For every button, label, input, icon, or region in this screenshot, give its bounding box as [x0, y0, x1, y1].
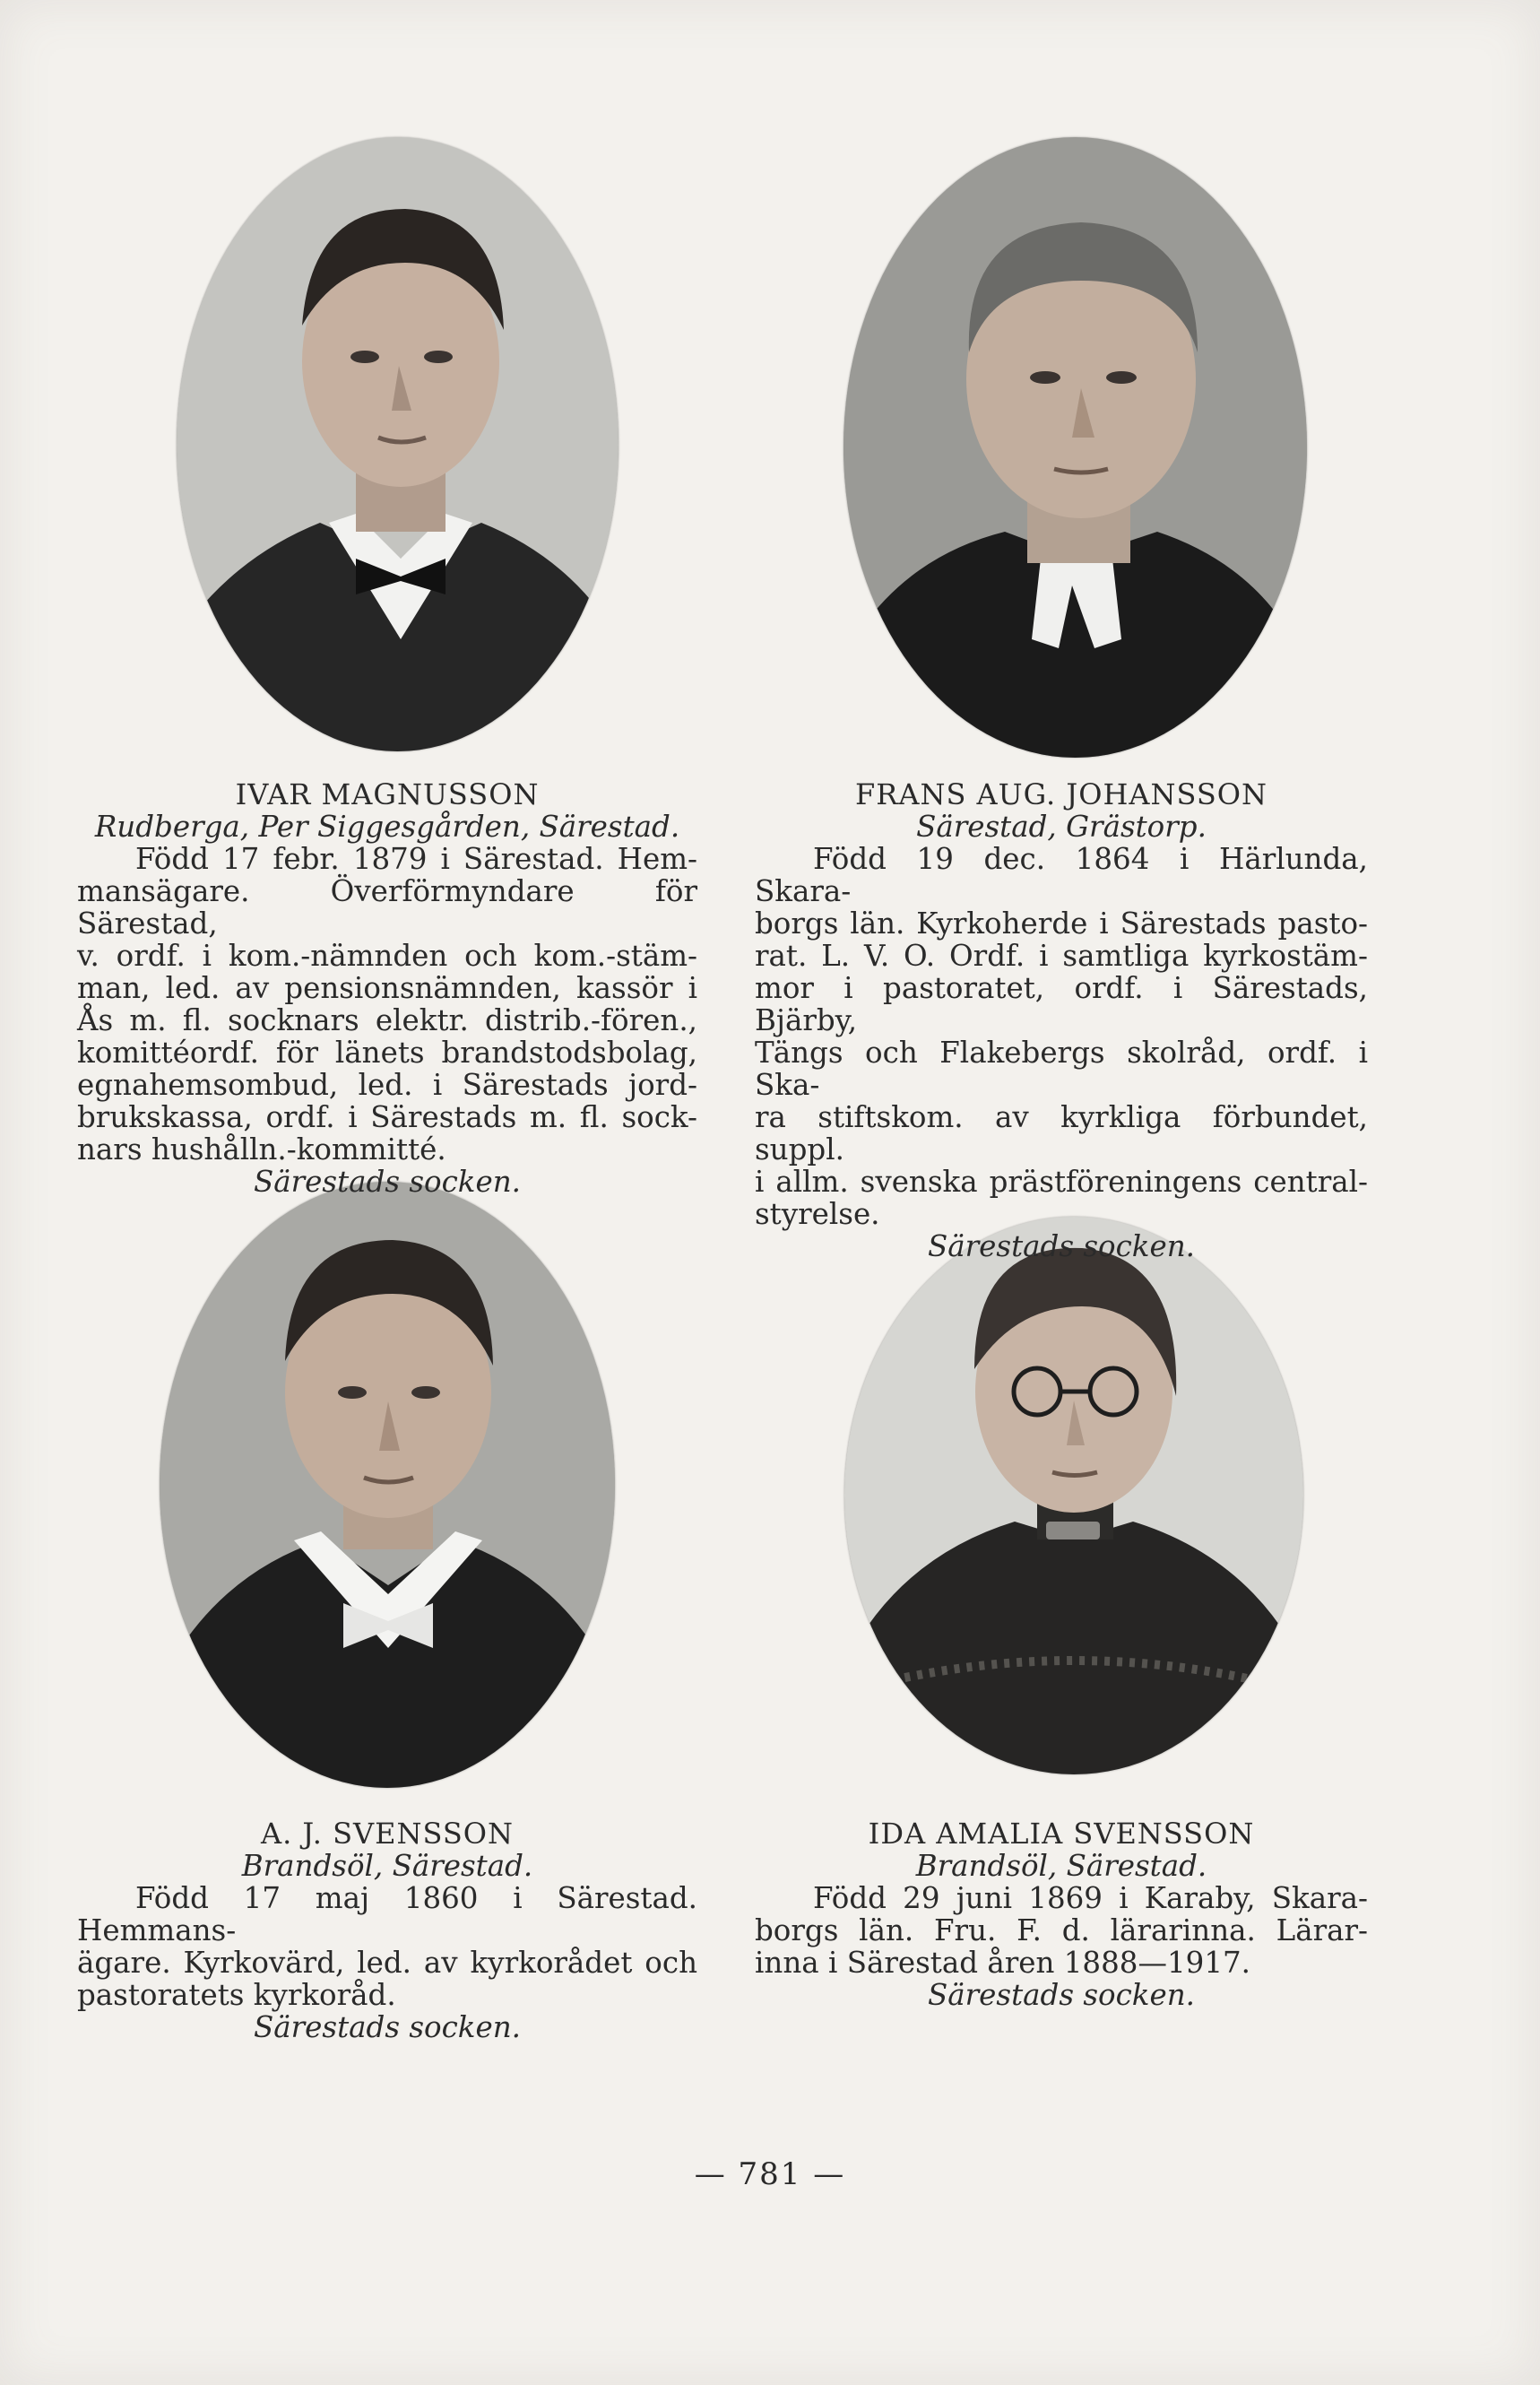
- parish-label: Särestads socken.: [928, 1229, 1195, 1263]
- bio-line: inna i Särestad åren 1888—1917.: [755, 1946, 1251, 1980]
- parish-label: Särestads socken.: [254, 2010, 521, 2044]
- portrait-ivar-magnusson: [177, 137, 619, 751]
- bio-line: mor i pastoratet, ordf. i Särestads, Bjärby,: [755, 971, 1368, 1037]
- person-residence: Särestad, Grästorp.: [916, 810, 1207, 844]
- bio-line: Tängs och Flakebergs skolråd, ordf. i Ska-: [755, 1036, 1368, 1102]
- person-residence: Rudberga, Per Siggesgården, Särestad.: [94, 810, 680, 844]
- person-name: FRANS AUG. JOHANSSON: [855, 777, 1267, 811]
- portrait-man-white-tie-icon: [160, 1182, 615, 1788]
- bio-line: Ås m. fl. socknars elektr. distrib.-fören.,: [77, 1003, 697, 1037]
- portrait-aj-svensson: [160, 1182, 615, 1788]
- portrait-ida-svensson: [844, 1217, 1303, 1774]
- bio-line: man, led. av pensionsnämnden, kassör i: [77, 971, 697, 1005]
- parish-label: Särestads socken.: [928, 1978, 1195, 2012]
- bio-aj-svensson: [77, 1817, 697, 2043]
- portrait-clergyman-icon: [844, 137, 1307, 758]
- bio-frans-johansson: [755, 778, 1368, 1262]
- person-residence: Brandsöl, Särestad.: [241, 1849, 533, 1883]
- portrait-woman-glasses-icon: [844, 1217, 1303, 1774]
- parish-label: Särestads socken.: [254, 1165, 521, 1199]
- bio-line: pastoratets kyrkoråd.: [77, 1978, 396, 2012]
- bio-line: nars hushålln.-kommitté.: [77, 1132, 446, 1166]
- bio-line: Född 17 maj 1860 i Särestad. Hemmans-: [77, 1881, 697, 1947]
- bio-line: Född 29 juni 1869 i Karaby, Skara-: [813, 1881, 1368, 1915]
- bio-line: borgs län. Fru. F. d. lärarinna. Lärar-: [755, 1913, 1368, 1947]
- bio-line: i allm. svenska prästföreningens central-: [755, 1165, 1368, 1199]
- person-name: A. J. SVENSSON: [260, 1817, 515, 1851]
- bio-line: ägare. Kyrkovärd, led. av kyrkorådet och: [77, 1946, 697, 1980]
- portrait-man-bowtie-icon: [177, 137, 619, 751]
- portrait-frans-johansson: [844, 137, 1307, 758]
- bio-ivar-magnusson: [77, 778, 697, 1198]
- bio-line: brukskassa, ordf. i Särestads m. fl. sock-: [77, 1100, 697, 1134]
- bio-ida-svensson: [755, 1817, 1368, 2011]
- bio-line: mansägare. Överförmyndare för Särestad,: [77, 874, 697, 941]
- bio-line: Född 19 dec. 1864 i Härlunda, Skara-: [755, 842, 1368, 908]
- bio-line: styrelse.: [755, 1197, 880, 1231]
- bio-line: komittéordf. för länets brandstodsbolag,: [77, 1036, 697, 1070]
- person-residence: Brandsöl, Särestad.: [915, 1849, 1207, 1883]
- page-number: — 781 —: [694, 2156, 846, 2192]
- bio-line: v. ordf. i kom.-nämnden och kom.-stäm-: [77, 939, 697, 973]
- bio-line: rat. L. V. O. Ordf. i samtliga kyrkostäm-: [755, 939, 1368, 973]
- person-name: IDA AMALIA SVENSSON: [868, 1817, 1255, 1851]
- bio-line: Född 17 febr. 1879 i Särestad. Hem-: [135, 842, 697, 876]
- bio-line: egnahemsombud, led. i Särestads jord-: [77, 1068, 697, 1102]
- bio-line: borgs län. Kyrkoherde i Särestads pasto-: [755, 906, 1368, 941]
- bio-line: ra stiftskom. av kyrkliga förbundet, suppl.: [755, 1100, 1368, 1166]
- person-name: IVAR MAGNUSSON: [235, 777, 540, 811]
